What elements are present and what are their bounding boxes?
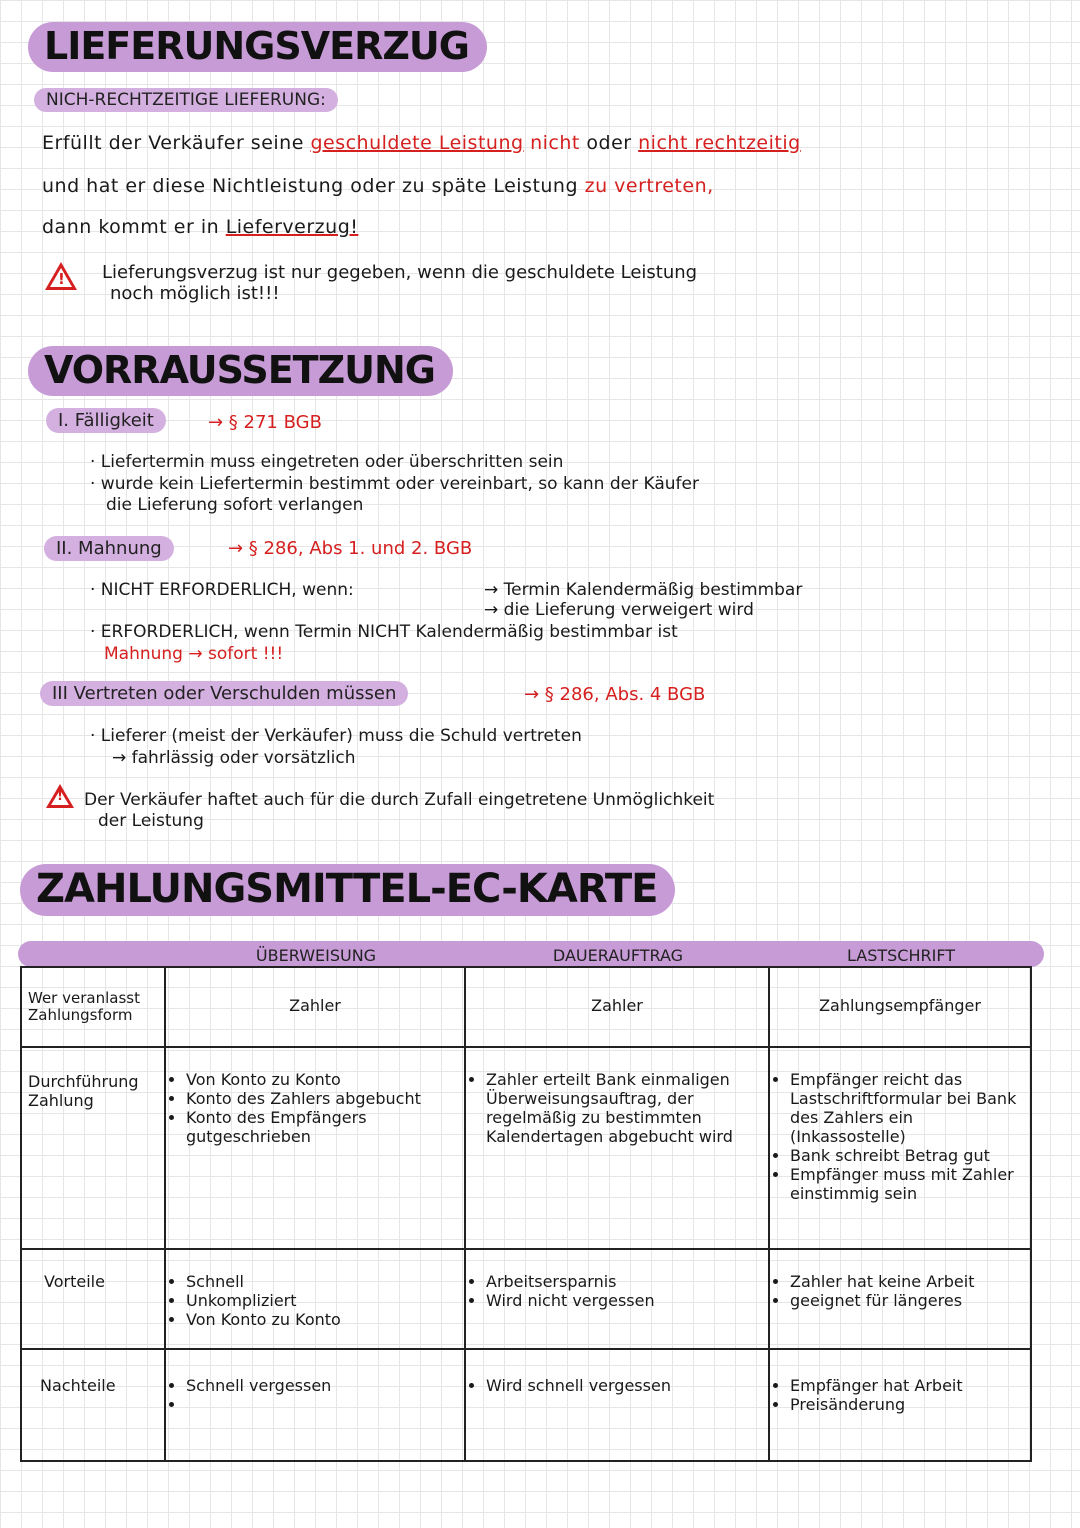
paragraph-line-3 xyxy=(42,216,358,238)
label-mahnung: II. Mahnung xyxy=(44,536,174,561)
mahnung-bullet-1: · NICHT ERFORDERLICH, wenn: xyxy=(90,580,354,600)
mahnung-bullet-1-reason-2: → die Lieferung verweigert wird xyxy=(484,600,754,620)
list-item: • Empfänger muss mit Zahler einstimmig sein xyxy=(790,1165,1024,1203)
list-item: • Empfänger hat Arbeit xyxy=(790,1376,1024,1395)
subtitle-nicht-rechtzeitig: NICH-RECHTZEITIGE LIEFERUNG: xyxy=(34,88,338,112)
table-cell xyxy=(465,1249,769,1349)
list-item: • Von Konto zu Konto xyxy=(186,1310,458,1329)
list-item: • Arbeitsersparnis xyxy=(486,1272,762,1291)
list-item: • Schnell xyxy=(186,1272,458,1291)
vertreten-bullet-1-cont: → fahrlässig oder vorsätzlich xyxy=(112,748,356,768)
table-cell: Zahler xyxy=(165,967,465,1047)
table-cell xyxy=(165,1047,465,1249)
ref-271-bgb: → § 271 BGB xyxy=(208,412,322,433)
list-item: • Schnell vergessen xyxy=(186,1376,458,1395)
faelligkeit-bullet-2-cont: die Lieferung sofort verlangen xyxy=(106,495,364,515)
table-row xyxy=(21,1349,1031,1461)
table-cell: Zahlungsempfänger xyxy=(769,967,1031,1047)
ref-286-abs-4: → § 286, Abs. 4 BGB xyxy=(524,684,706,705)
mahnung-sofort: Mahnung → sofort !!! xyxy=(104,644,284,664)
table-cell xyxy=(465,1047,769,1249)
p1-oder: oder xyxy=(579,132,639,154)
warning-text-2-line-2: der Leistung xyxy=(98,811,204,831)
list-item: • Unkompliziert xyxy=(186,1291,458,1310)
table-row xyxy=(21,967,1031,1047)
p2-text-a: und hat er diese Nichtleistung oder zu späte Leistung xyxy=(42,175,585,197)
list-item: • Von Konto zu Konto xyxy=(186,1070,458,1089)
p1-geschuldete-leistung: geschuldete Leistung xyxy=(310,132,524,154)
list-item: • Zahler erteilt Bank einmaligen Überweisungsauftrag, der regelmäßig zu bestimmten Kalendertagen abgebucht wird xyxy=(486,1070,762,1146)
payment-comparison-table xyxy=(20,966,1032,1462)
row-label: Durchführung Zahlung xyxy=(21,1047,165,1249)
column-header-lastschrift: LASTSCHRIFT xyxy=(846,946,956,965)
vertreten-bullet-1: · Lieferer (meist der Verkäufer) muss die Schuld vertreten xyxy=(90,726,582,746)
p1-nicht-rechtzeitig: nicht rechtzeitig xyxy=(638,132,801,154)
list-item: • Bank schreibt Betrag gut xyxy=(790,1146,1024,1165)
list-item: • Preisänderung xyxy=(790,1395,1024,1414)
table-cell xyxy=(165,1249,465,1349)
title-lieferungsverzug: LIEFERUNGSVERZUG xyxy=(28,22,487,72)
warning-text-2-line-1: Der Verkäufer haftet auch für die durch Zufall eingetretene Unmöglichkeit xyxy=(84,790,715,810)
p3-lieferverzug: Lieferverzug! xyxy=(225,216,359,238)
p1-nicht: nicht xyxy=(523,132,580,154)
title-zahlungsmittel: ZAHLUNGSMITTEL-EC-KARTE xyxy=(20,864,675,916)
table-cell: Zahler xyxy=(465,967,769,1047)
table-row xyxy=(21,1047,1031,1249)
list-item: • Zahler hat keine Arbeit xyxy=(790,1272,1024,1291)
list-item: • geeignet für längeres xyxy=(790,1291,1024,1310)
column-header-dauerauftrag: DAUERAUFTRAG xyxy=(552,946,684,965)
table-cell xyxy=(769,1047,1031,1249)
list-item: • Empfänger reicht das Lastschriftformular bei Bank des Zahlers ein (Inkassostelle) xyxy=(790,1070,1024,1146)
table-cell xyxy=(769,1249,1031,1349)
warning-text-1-line-2: noch möglich ist!!! xyxy=(110,283,280,304)
table-cell xyxy=(465,1349,769,1461)
list-item: • Konto des Zahlers abgebucht xyxy=(186,1089,458,1108)
list-item xyxy=(186,1395,458,1414)
label-vertreten-verschulden: III Vertreten oder Verschulden müssen xyxy=(40,681,408,706)
list-item: • Konto des Empfängers gutgeschrieben xyxy=(186,1108,458,1146)
list-item: • Wird schnell vergessen xyxy=(486,1376,762,1395)
faelligkeit-bullet-1: · Liefertermin muss eingetreten oder überschritten sein xyxy=(90,452,564,472)
p2-zu-vertreten: zu vertreten, xyxy=(584,175,714,197)
row-label: Vorteile xyxy=(21,1249,165,1349)
faelligkeit-bullet-2: · wurde kein Liefertermin bestimmt oder vereinbart, so kann der Käufer xyxy=(90,474,699,494)
list-item: • Wird nicht vergessen xyxy=(486,1291,762,1310)
warning-text-1-line-1: Lieferungsverzug ist nur gegeben, wenn die geschuldete Leistung xyxy=(102,262,698,283)
table-cell xyxy=(165,1349,465,1461)
p1-text-a: Erfüllt der Verkäufer seine xyxy=(42,132,311,154)
paragraph-line-2 xyxy=(42,175,714,197)
row-label: Wer veranlasst Zahlungsform xyxy=(21,967,165,1047)
row-label: Nachteile xyxy=(21,1349,165,1461)
p3-text-a: dann kommt er in xyxy=(42,216,226,238)
label-faelligkeit: I. Fälligkeit xyxy=(46,408,166,433)
table-cell xyxy=(769,1349,1031,1461)
mahnung-bullet-2: · ERFORDERLICH, wenn Termin NICHT Kalendermäßig bestimmbar ist xyxy=(90,622,678,642)
table-row xyxy=(21,1249,1031,1349)
mahnung-bullet-1-reason-1: → Termin Kalendermäßig bestimmbar xyxy=(484,580,803,600)
column-header-ueberweisung: ÜBERWEISUNG xyxy=(255,946,377,965)
title-vorraussetzung: VORRAUSSETZUNG xyxy=(28,346,453,396)
paragraph-line-1 xyxy=(42,132,801,154)
ref-286-abs-1-2: → § 286, Abs 1. und 2. BGB xyxy=(228,538,473,559)
